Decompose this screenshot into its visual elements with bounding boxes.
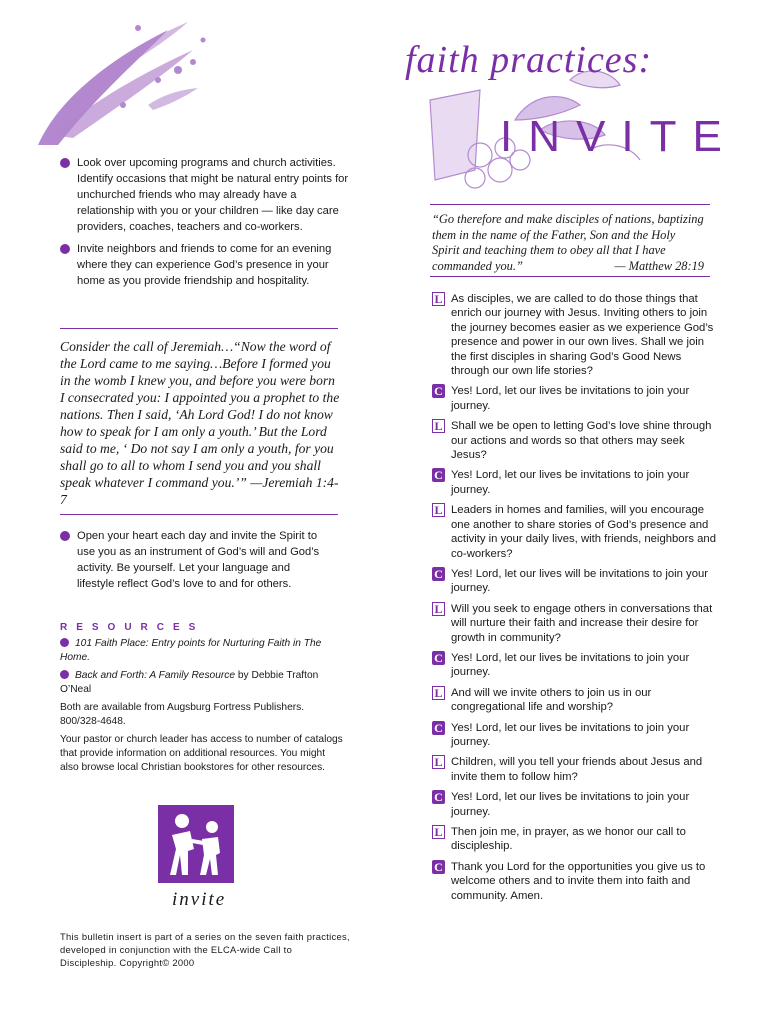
- congregation-badge-icon: C: [432, 384, 445, 398]
- resource-author: by Debbie Trafton O’Neal: [60, 670, 319, 695]
- resource-item: [60, 669, 345, 697]
- litany-congregation-line: [432, 468, 722, 497]
- litany-text: As disciples, we are called to do those things that enrich our journey with Jesus. Inviting others to join the journey becomes easier as we experience God’s presence and power in our own lives. Shall we join the first disciples in sharing God’s Good News through our own life stories?: [451, 293, 714, 378]
- title-faith-practices: faith practices:: [405, 39, 653, 81]
- title-invite: INVITE: [500, 112, 738, 161]
- litany-leader-line: [432, 686, 722, 715]
- litany-text: Yes! Lord, let our lives be invitations to join your journey.: [451, 385, 690, 412]
- litany-leader-line: [432, 503, 722, 561]
- leader-badge-icon: L: [432, 686, 445, 700]
- divider: [60, 514, 338, 515]
- matthew-quote: [432, 212, 704, 274]
- litany-text: Thank you Lord for the opportunities you give us to welcome others and to invite them into faith and community. Amen.: [451, 860, 706, 902]
- litany-leader-line: [432, 292, 722, 378]
- resources-heading: RESOURCES: [60, 622, 205, 633]
- litany-congregation-line: [432, 651, 722, 680]
- resource-note: Your pastor or church leader has access to number of catalogs that provide information on additional resources. You might also browse local Christian bookstores for other resources.: [60, 734, 343, 773]
- litany-leader-line: [432, 602, 722, 645]
- bullet-text: Look over upcoming programs and church activities. Identify occasions that might be natural entry points for unchurched friends who may already have a relationship with you or your children — like day care providers, coaches, teachers and co-workers.: [77, 157, 349, 233]
- litany-text: Yes! Lord, let our lives be invitations to join your journey.: [451, 651, 690, 679]
- leader-badge-icon: L: [432, 503, 445, 517]
- leader-badge-icon: L: [432, 755, 445, 769]
- congregation-badge-icon: C: [432, 721, 445, 735]
- congregation-badge-icon: C: [432, 651, 445, 665]
- footer-copyright: This bulletin insert is part of a series on the seven faith practices, developed in conjunction with the ELCA-wide Call to Discipleship. Copyright© 2000: [60, 931, 350, 968]
- resource-item: [60, 637, 345, 665]
- litany-list: [432, 292, 722, 909]
- bullet-item: [60, 155, 350, 235]
- divider: [60, 328, 338, 329]
- congregation-badge-icon: C: [432, 860, 445, 874]
- leader-badge-icon: L: [432, 292, 445, 306]
- resource-title: 101 Faith Place: Entry points for Nurturing Faith in The Home.: [60, 638, 322, 663]
- bullet-dot-icon: [60, 244, 70, 254]
- litany-congregation-line: [432, 721, 722, 750]
- quote-text: “Go therefore and make disciples of nations, baptizing them in the name of the Father, Son and the Holy Spirit and teaching them to obey all that I have commanded you.”: [432, 212, 704, 273]
- bullet-dot-icon: [60, 158, 70, 168]
- litany-congregation-line: [432, 860, 722, 903]
- litany-text: Children, will you tell your friends about Jesus and invite them to follow him?: [451, 756, 703, 783]
- brush-stroke-decoration: [18, 10, 218, 150]
- litany-text: Shall we be open to letting God’s love shine through our actions and words so that others may seek Jesus?: [451, 420, 712, 462]
- open-heart-bullet-list: [60, 528, 330, 598]
- litany-congregation-line: [432, 567, 722, 596]
- divider: [430, 204, 710, 205]
- invite-logo-icon: [158, 805, 234, 883]
- resources-section: [60, 637, 345, 779]
- litany-text: Yes! Lord, let our lives be invitations to join your journey.: [451, 791, 690, 818]
- litany-congregation-line: [432, 384, 722, 413]
- bullet-dot-icon: [60, 670, 69, 679]
- congregation-badge-icon: C: [432, 567, 445, 581]
- leader-badge-icon: L: [432, 419, 445, 433]
- leader-badge-icon: L: [432, 602, 445, 616]
- litany-text: Yes! Lord, let our lives be invitations to join your journey.: [451, 721, 690, 748]
- litany-text: Yes! Lord, let our lives be invitations to join your journey.: [451, 469, 690, 496]
- resource-availability: Both are available from Augsburg Fortress Publishers. 800/328-4648.: [60, 702, 305, 727]
- bullet-text: Open your heart each day and invite the Spirit to use you as an instrument of God’s will and God’s activity. Be yourself. Let your language and lifestyle reflect God’s love to and for others.: [77, 530, 320, 590]
- bullet-item: [60, 241, 350, 289]
- divider: [430, 276, 710, 277]
- congregation-badge-icon: C: [432, 790, 445, 804]
- litany-text: Will you seek to engage others in conversations that will nurture their faith and increase their desire for growth in community?: [451, 602, 713, 644]
- jeremiah-passage: Consider the call of Jeremiah…“Now the word of the Lord came to me saying…Before I formed you in the womb I knew you, and before you were born I consecrated you: I appointed you a prophet to the nations. Then I said, ‘Ah Lord God! I do not know how to speak for I am only a youth.’ But the Lord said to me, ‘ Do not say I am only a youth, for you shall go to all to whom I send you and you shall speak whatever I command you.’” —Jeremiah 1:4-7: [60, 339, 340, 507]
- logo-caption: invite: [172, 889, 227, 910]
- leader-badge-icon: L: [432, 825, 445, 839]
- litany-text: Yes! Lord, let our lives will be invitations to join your journey.: [451, 567, 709, 595]
- litany-leader-line: [432, 825, 722, 854]
- bullet-dot-icon: [60, 531, 70, 541]
- litany-leader-line: [432, 755, 722, 784]
- litany-leader-line: [432, 419, 722, 462]
- quote-citation: — Matthew 28:19: [614, 258, 704, 273]
- litany-text: Then join me, in prayer, as we honor our call to discipleship.: [451, 826, 686, 853]
- bullet-text: Invite neighbors and friends to come for an evening where they can experience God’s presence in your home as you provide friendship and hospitality.: [77, 243, 332, 287]
- left-bullet-list: [60, 155, 350, 295]
- bullet-dot-icon: [60, 638, 69, 647]
- litany-congregation-line: [432, 790, 722, 819]
- resource-title: Back and Forth: A Family Resource: [75, 670, 236, 681]
- litany-text: Leaders in homes and families, will you encourage one another to share stories of God’s presence and activity in your daily lives, with friends, neighbors and co-workers?: [451, 504, 716, 560]
- congregation-badge-icon: C: [432, 468, 445, 482]
- litany-text: And will we invite others to join us in our congregational life and worship?: [451, 686, 652, 714]
- bullet-item: [60, 528, 330, 592]
